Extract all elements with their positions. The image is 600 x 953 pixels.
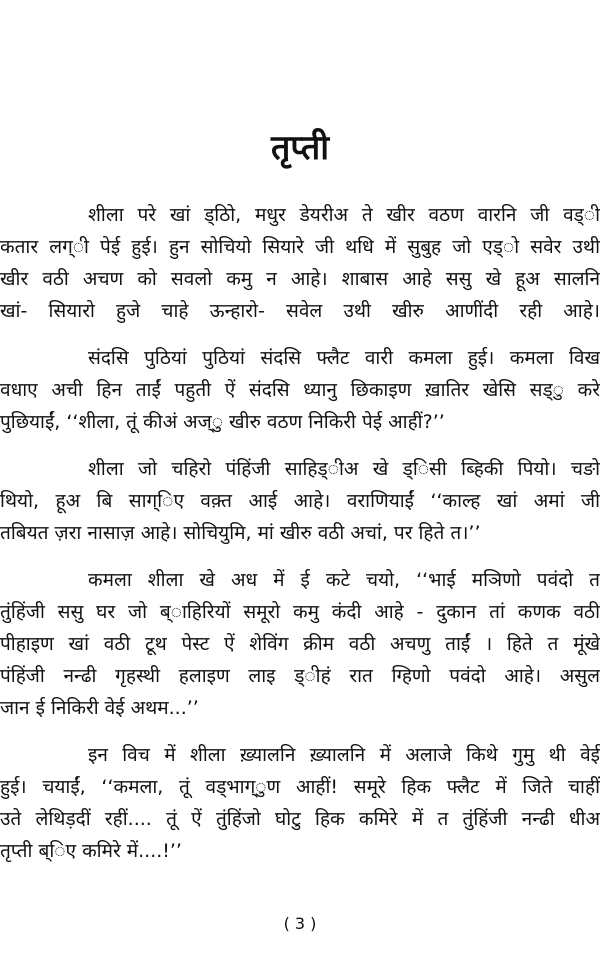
- text-line: पंहिंजी नन्ढी गृहस्थी हलाइण लाइ ड्ीहं रात ग्हिणो पवंदो आहे। असुल: [0, 665, 600, 687]
- story-title: तृप्ती: [270, 128, 330, 168]
- text-line: तृप्ती ब्िए कमिरे में....!’’: [0, 840, 182, 862]
- text-line: जान ई निकिरी वेई अथम...’’: [0, 697, 199, 719]
- text-line: पीहाइण खां वठी टूथ पेस्ट ऐं शेविंग क्रीम वठी अचणु ताईं । हिते त मूंखे: [0, 633, 600, 655]
- text-line: वधाए अची हिन ताईं पहुती ऐं संदसि ध्यानु छिकाइण ख़ातिर खेसि सड्ु करे: [0, 379, 600, 401]
- text-line: कमला शीला खे अध में ई कटे चयो, ‘‘भाई मञिणो पवंदो त: [88, 569, 600, 591]
- text-line: संदसि पुठियां पुठियां संदसि फ्लैट वारी कमला हुई। कमला विख: [88, 347, 600, 369]
- text-line: पुछियाईं, ‘‘शीला, तूं कीअं अज्ु खीरु वठण निकिरी पेई आहीं?’’: [0, 411, 445, 433]
- text-line: कतार लग्ी पेई हुई। हुन सोचियो सियारे जी थधि में सुबुह जो एड्ो सवेर उथी: [0, 236, 600, 258]
- text-line: शीला जो चहिरो पंहिंजी साहिड्ीअ खे ड्िसी ब्हिकी पियो। चङो: [88, 458, 600, 480]
- text-line: उते लेथिड़दीं रहीं.... तूं ऐं तुंहिंजो घोटु हिक कमिरे में त तुंहिंजी नन्ढी धीअ: [0, 808, 600, 830]
- text-line: शीला परे खां ड्ठिो, मधुर डेयरीअ ते खीर वठण वारनि जी वड्ी: [88, 204, 600, 226]
- text-line: थियो, हूअ बि साग्िए वक़्त आई आहे। वराणियाईं ‘‘काल्ह खां अमां जी: [0, 490, 600, 512]
- page-number: ( 3 ): [283, 914, 317, 933]
- text-line: खां- सियारो हुजे चाहे ऊन्हारो- सवेल उथी खीरु आणींदी रही आहे।: [0, 300, 600, 322]
- text-line: तुंहिंजी ससु घर जो ब्ाहिरियों समूरो कमु कंदी आहे - दुकान तां कणक वठी: [0, 601, 600, 623]
- text-line: खीर वठी अचण को सवलो कमु न आहे। शाबास आहे ससु खे हूअ सालनि: [0, 268, 600, 290]
- text-line: इन विच में शीला ख़्यालनि ख़्यालनि में अलाजे किथे गुमु थी वेई: [88, 744, 600, 766]
- text-line: हुई। चयाईं, ‘‘कमला, तूं वड्भाग्ुण आहीं! समूरे हिक फ्लैट में जिते चाहीं: [0, 776, 600, 798]
- text-line: तबियत ज़रा नासाज़ आहे। सोचियुमि, मां खीरु वठी अचां, पर हिते त।’’: [0, 522, 481, 544]
